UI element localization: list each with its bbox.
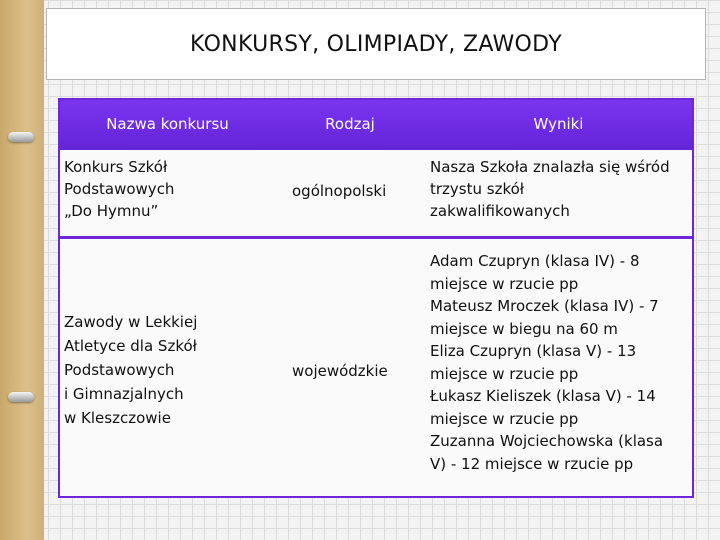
row2-type: wojewódzkie — [292, 362, 388, 380]
row2-result-line: Łukasz Kieliszek (klasa V) - 14 — [430, 387, 656, 405]
row2-name — [64, 310, 269, 430]
row1-results — [430, 156, 692, 222]
row2-result-line: Mateusz Mroczek (klasa IV) - 7 — [430, 297, 659, 315]
row-divider — [60, 236, 692, 239]
row1-result-line: trzystu szkół — [430, 180, 525, 198]
row2-result-line: miejsce w rzucie pp — [430, 364, 579, 383]
row2-result-line: Eliza Czupryn (klasa V) - 13 — [430, 342, 637, 360]
row2-name-line: Podstawowych — [64, 361, 175, 379]
row2-result-line: miejsce w biegu na 60 m — [430, 319, 618, 338]
row1-result-line: Nasza Szkoła znalazła się wśród — [430, 158, 670, 176]
row2-name-line: Zawody w Lekkiej — [64, 313, 198, 331]
row1-name-line: Konkurs Szkół — [64, 158, 168, 176]
header-cell-name: Nazwa konkursu — [106, 115, 229, 133]
row1-name — [64, 156, 269, 222]
row2-result-line: V) - 12 miejsce w rzucie pp — [430, 454, 634, 473]
table-header — [60, 100, 692, 150]
binder-ring-icon — [8, 132, 34, 142]
page-title: KONKURSY, OLIMPIADY, ZAWODY — [190, 31, 562, 57]
row1-type: ogólnopolski — [292, 182, 387, 200]
row1-name-line: „Do Hymnu” — [64, 202, 159, 220]
binder-ring-icon — [8, 392, 34, 402]
row1-name-line: Podstawowych — [64, 180, 175, 198]
row2-name-line: Atletyce dla Szkół — [64, 337, 197, 355]
row2-name-line: w Kleszczowie — [64, 409, 171, 427]
header-cell-type: Rodzaj — [325, 115, 375, 133]
row2-result-line: miejsce w rzucie pp — [430, 274, 579, 293]
results-table — [58, 98, 694, 498]
row2-result-line: miejsce w rzucie pp — [430, 409, 579, 428]
header-cell-results: Wyniki — [533, 115, 584, 133]
notebook-binding — [0, 0, 44, 540]
row1-result-line: zakwalifikowanych — [430, 202, 570, 220]
row2-result-line: Zuzanna Wojciechowska (klasa — [430, 432, 664, 450]
row2-results — [430, 250, 692, 475]
title-box — [46, 8, 706, 80]
row2-name-line: i Gimnazjalnych — [64, 385, 184, 403]
row2-result-line: Adam Czupryn (klasa IV) - 8 — [430, 252, 640, 270]
